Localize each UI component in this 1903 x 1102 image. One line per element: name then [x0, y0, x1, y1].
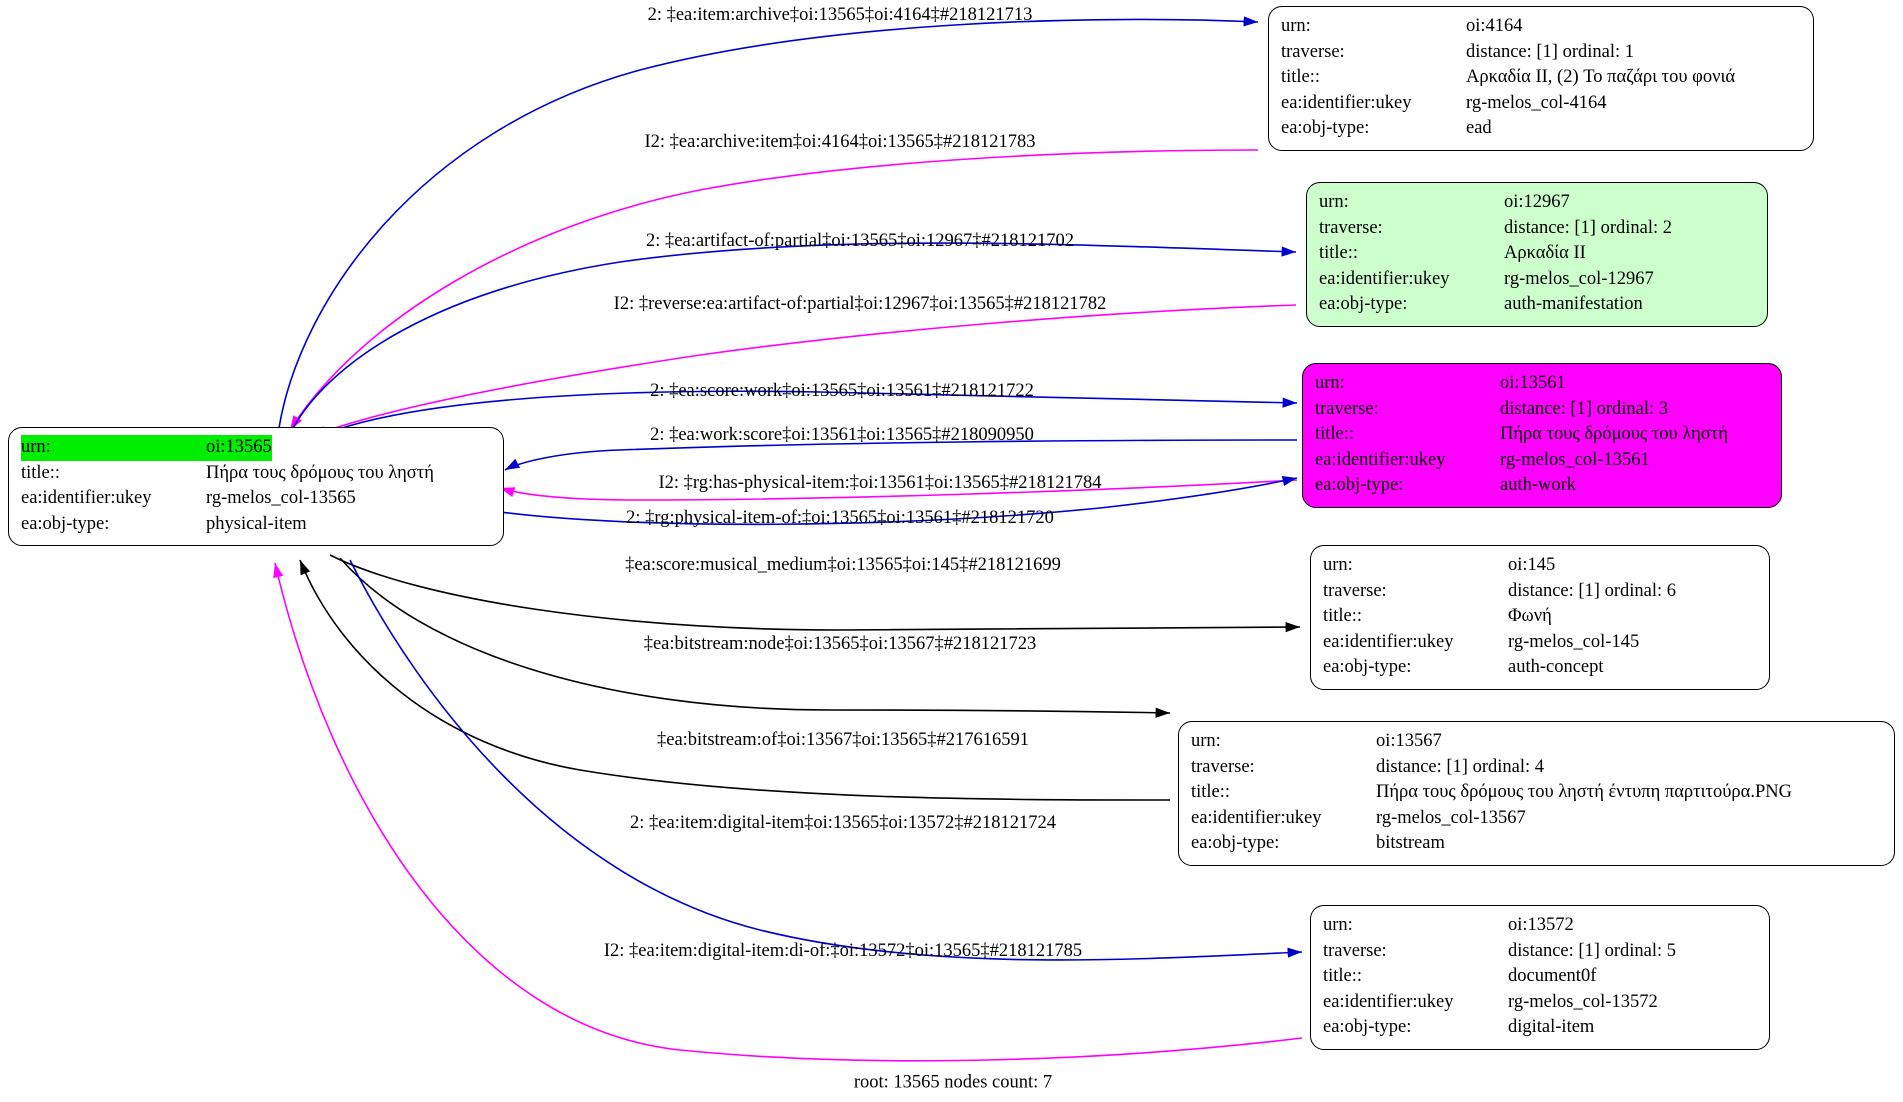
node-row-key: urn:	[1315, 373, 1345, 393]
node-row-key: title::	[1191, 782, 1231, 803]
edge-path-e12	[350, 560, 1302, 960]
node-row-value: oi:145	[1508, 555, 1556, 575]
node-row-key: title::	[1323, 966, 1363, 987]
node-row-key: traverse:	[1191, 756, 1255, 777]
node-row	[1191, 780, 1882, 806]
node-row-key: urn:	[1281, 16, 1311, 36]
node-row-key: urn:	[1191, 731, 1221, 751]
edge-path-e3	[292, 243, 1296, 430]
edge-path-e1	[279, 19, 1258, 428]
node-row-value: Φωνή	[1508, 606, 1552, 627]
node-row	[1315, 448, 1769, 474]
node-row	[1319, 190, 1755, 216]
node-row-key: ea:obj-type:	[1323, 657, 1412, 678]
node-row-key: title::	[21, 462, 61, 483]
node-row-value: rg-melos_col-145	[1508, 631, 1640, 652]
node-oi-13567[interactable]	[1178, 721, 1895, 866]
node-row	[21, 486, 491, 512]
node-row-value: distance: [1] ordinal: 3	[1500, 398, 1668, 419]
node-row-key: traverse:	[1323, 940, 1387, 961]
node-row-value: distance: [1] ordinal: 5	[1508, 940, 1676, 961]
node-row-value: oi:12967	[1504, 192, 1570, 212]
edge-label-e5: 2: ‡ea:score:work‡oi:13565‡oi:13561‡#218121722	[650, 380, 1034, 401]
edge-label-e10: ‡ea:bitstream:node‡oi:13565‡oi:13567‡#218121723	[643, 633, 1037, 654]
node-row-value: ead	[1466, 118, 1492, 139]
node-row-value: auth-work	[1500, 475, 1577, 496]
node-row-value: rg-melos_col-13561	[1500, 449, 1650, 470]
node-row-key: ea:obj-type:	[1281, 118, 1370, 139]
node-row-key: urn:	[1323, 915, 1353, 935]
node-row-key: ea:obj-type:	[1191, 833, 1280, 854]
node-row-value: distance: [1] ordinal: 1	[1466, 41, 1634, 62]
node-row-key: ea:obj-type:	[1323, 1017, 1412, 1038]
node-row-key: ea:obj-type:	[1315, 475, 1404, 496]
node-row-value: distance: [1] ordinal: 4	[1376, 756, 1544, 777]
node-row	[1319, 241, 1755, 267]
node-row-value: rg-melos_col-13565	[206, 488, 356, 509]
node-row-value: Αρκαδία II, (2) Το παζάρι του φονιά	[1466, 67, 1736, 88]
node-row-key: ea:identifier:ukey	[1315, 449, 1446, 470]
node-row-value: auth-concept	[1508, 657, 1604, 678]
node-row-value: rg-melos_col-12967	[1504, 268, 1654, 289]
node-row	[1323, 553, 1757, 579]
edge-label-e1: 2: ‡ea:item:archive‡oi:13565‡oi:4164‡#218121713	[647, 4, 1033, 25]
node-row	[1323, 1015, 1757, 1041]
node-row	[1315, 397, 1769, 423]
node-row-value: distance: [1] ordinal: 6	[1508, 580, 1676, 601]
edge-label-e13: I2: ‡ea:item:digital-item:di-of:‡oi:13572‡oi:13565‡#218121785	[603, 940, 1083, 961]
node-row-key: ea:identifier:ukey	[21, 488, 152, 509]
node-row-value: oi:13565	[206, 435, 272, 461]
node-row	[1315, 422, 1769, 448]
node-row-value: physical-item	[206, 513, 307, 534]
node-row-key: title::	[1319, 243, 1359, 264]
node-row-value: rg-melos_col-4164	[1466, 92, 1607, 113]
edge-label-e3: 2: ‡ea:artifact-of:partial‡oi:13565‡oi:12967‡#218121702	[646, 230, 1074, 251]
node-row	[1281, 65, 1801, 91]
node-row	[1323, 579, 1757, 605]
node-row	[1191, 831, 1882, 857]
node-row-key: ea:identifier:ukey	[1319, 268, 1450, 289]
graph-caption: root: 13565 nodes count: 7	[853, 1072, 1053, 1093]
node-row	[1319, 216, 1755, 242]
node-row-key: ea:identifier:ukey	[1191, 807, 1322, 828]
node-row	[21, 435, 491, 461]
node-row-value: Πήρα τους δρόμους του ληστή	[206, 462, 434, 483]
node-row-value: oi:4164	[1466, 16, 1523, 36]
node-row-value: oi:13572	[1508, 915, 1574, 935]
node-row-value: Πήρα τους δρόμους του ληστή	[1500, 424, 1728, 445]
node-row-value: digital-item	[1508, 1017, 1595, 1038]
node-row	[1281, 116, 1801, 142]
node-root-oi-13565[interactable]	[8, 427, 504, 546]
node-row	[1323, 939, 1757, 965]
node-oi-4164[interactable]	[1268, 6, 1814, 151]
node-row-key: ea:obj-type:	[1319, 294, 1408, 315]
node-row	[1323, 913, 1757, 939]
node-row	[21, 461, 491, 487]
node-row	[1323, 604, 1757, 630]
node-row-value: oi:13561	[1500, 373, 1566, 393]
node-row-value: distance: [1] ordinal: 2	[1504, 217, 1672, 238]
edge-path-e4	[312, 305, 1296, 436]
node-row	[1323, 964, 1757, 990]
node-row-value: Πήρα τους δρόμους του ληστή έντυπη παρτιτούρα.PNG	[1376, 782, 1792, 803]
node-oi-13561[interactable]	[1302, 363, 1782, 508]
node-row	[1281, 40, 1801, 66]
node-row-key: traverse:	[1281, 41, 1345, 62]
node-row	[1315, 473, 1769, 499]
node-row-key: ea:identifier:ukey	[1281, 92, 1412, 113]
node-row	[1319, 267, 1755, 293]
node-row-key: ea:identifier:ukey	[1323, 991, 1454, 1012]
node-row	[1315, 371, 1769, 397]
edge-label-e11: ‡ea:bitstream:of‡oi:13567‡oi:13565‡#217616591	[656, 729, 1030, 750]
node-row-key: traverse:	[1323, 580, 1387, 601]
node-row-key: urn:	[1319, 192, 1349, 212]
node-oi-12967[interactable]	[1306, 182, 1768, 327]
node-row-value: oi:13567	[1376, 731, 1442, 751]
node-row	[1319, 292, 1755, 318]
node-row-key: title::	[1315, 424, 1355, 445]
node-row	[1323, 630, 1757, 656]
node-row-value: rg-melos_col-13567	[1376, 807, 1526, 828]
node-row	[21, 512, 491, 538]
edge-path-e11	[300, 560, 1170, 800]
node-row-key: title::	[1323, 606, 1363, 627]
node-row	[1281, 91, 1801, 117]
edge-label-e8: 2: ‡rg:physical-item-of:‡oi:13565‡oi:13561‡#218121720	[626, 507, 1054, 528]
node-row	[1281, 14, 1801, 40]
node-row-key: urn:	[21, 435, 206, 461]
edge-label-e4: I2: ‡reverse:ea:artifact-of:partial‡oi:12967‡oi:13565‡#218121782	[613, 293, 1107, 314]
node-row-key: ea:identifier:ukey	[1323, 631, 1454, 652]
node-row-key: traverse:	[1315, 398, 1379, 419]
node-oi-145[interactable]	[1310, 545, 1770, 690]
node-row	[1191, 755, 1882, 781]
edge-label-e2: I2: ‡ea:archive:item‡oi:4164‡oi:13565‡#218121783	[644, 131, 1036, 152]
node-row	[1323, 655, 1757, 681]
node-oi-13572[interactable]	[1310, 905, 1770, 1050]
edge-label-e12: 2: ‡ea:item:digital-item‡oi:13565‡oi:13572‡#218121724	[630, 812, 1056, 833]
edge-label-e6: 2: ‡ea:work:score‡oi:13561‡oi:13565‡#218090950	[650, 424, 1034, 445]
edge-label-e7: I2: ‡rg:has-physical-item:‡oi:13561‡oi:13565‡#218121784	[658, 472, 1102, 493]
edge-label-e9: ‡ea:score:musical_medium‡oi:13565‡oi:145‡#218121699	[625, 554, 1061, 575]
node-row-key: title::	[1281, 67, 1321, 88]
node-row	[1191, 806, 1882, 832]
node-row	[1191, 729, 1882, 755]
node-row-value: Αρκαδία II	[1504, 243, 1586, 264]
node-row-value: rg-melos_col-13572	[1508, 991, 1658, 1012]
node-row-key: ea:obj-type:	[21, 513, 110, 534]
node-row-key: urn:	[1323, 555, 1353, 575]
node-row-value: bitstream	[1376, 833, 1445, 854]
node-row-key: traverse:	[1319, 217, 1383, 238]
node-row	[1323, 990, 1757, 1016]
node-row-value: document0f	[1508, 966, 1597, 987]
node-row-value: auth-manifestation	[1504, 294, 1643, 315]
